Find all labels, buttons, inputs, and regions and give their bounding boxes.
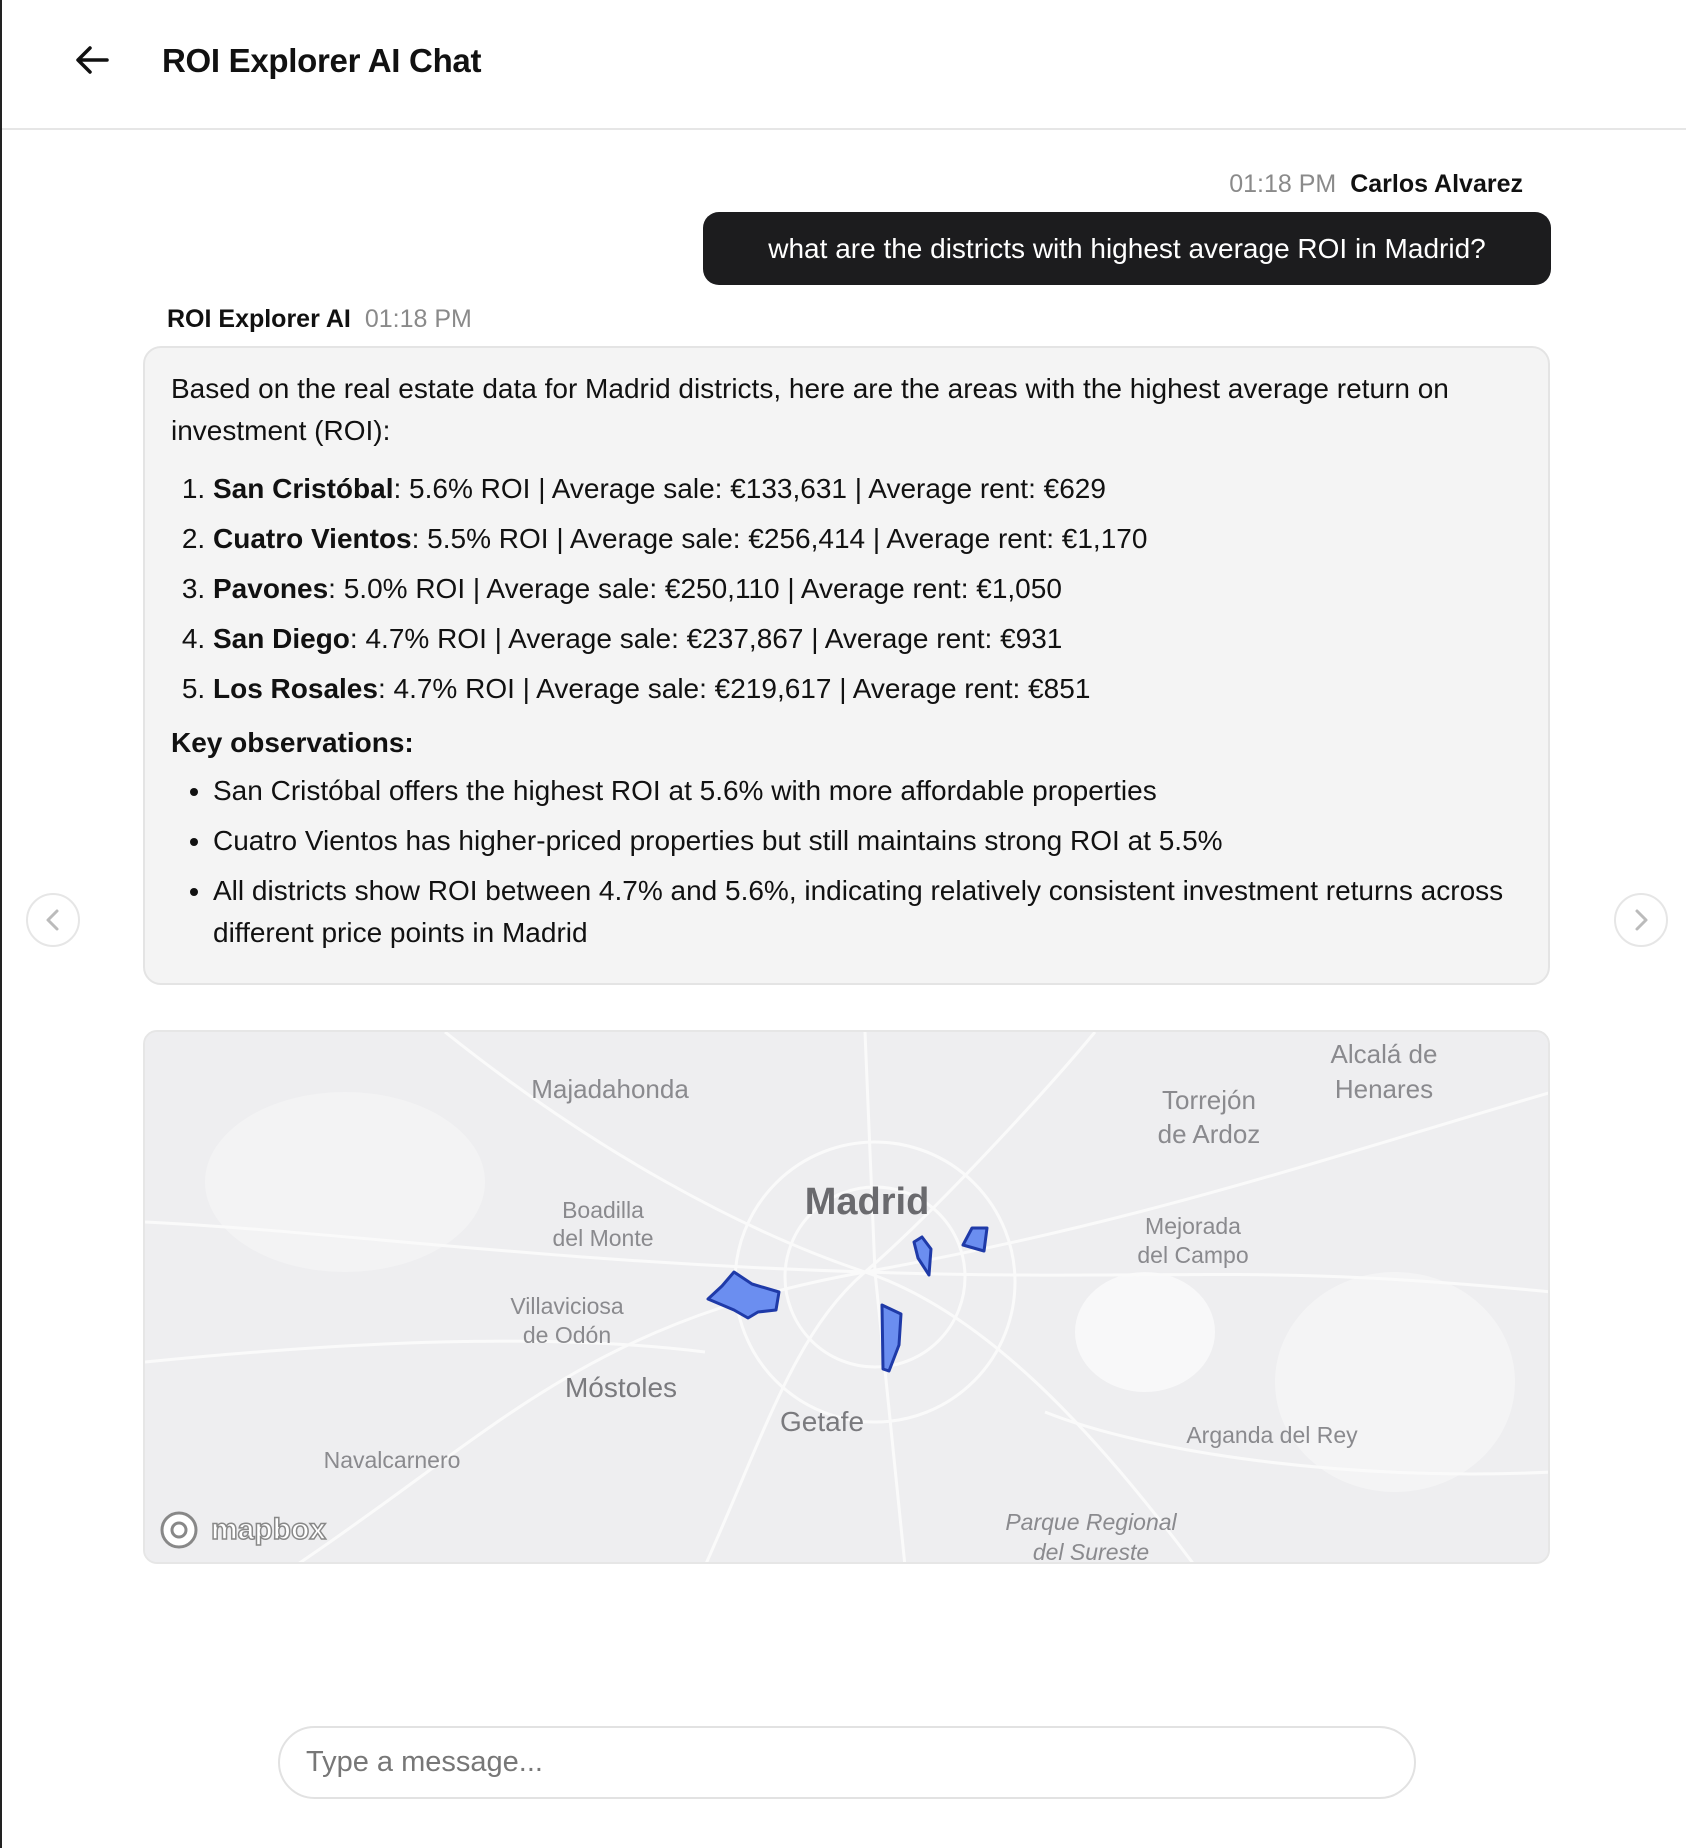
district-name: Los Rosales <box>213 673 378 704</box>
list-item: • San Cristóbal offers the highest ROI at 5.6% with more affordable properties <box>213 770 1522 812</box>
map-label: Getafe <box>779 1406 865 1437</box>
chevron-left-icon <box>43 908 63 932</box>
district-detail: : 5.5% ROI | Average sale: €256,414 | Average rent: €1,170 <box>411 523 1148 554</box>
page-title: ROI Explorer AI Chat <box>162 42 482 79</box>
map-label-madrid: Madrid <box>804 1181 930 1223</box>
message-time: 01:18 PM <box>364 305 472 333</box>
map-label: Navalcarnero <box>323 1447 461 1473</box>
district-name: Pavones <box>213 573 329 604</box>
district-map[interactable] <box>143 1030 1550 1564</box>
list-item <box>213 464 1522 514</box>
list-item <box>213 664 1522 714</box>
map-label: Villaviciosa <box>510 1293 624 1319</box>
user-message-bubble: what are the districts with highest average ROI in Madrid? <box>703 212 1551 285</box>
district-list <box>171 464 1522 714</box>
map-label: de Odón <box>522 1322 612 1348</box>
list-item: • All districts show ROI between 4.7% and 5.6%, indicating relatively consistent investment returns across different price points in Madrid <box>213 870 1522 954</box>
district-name: Cuatro Vientos <box>213 523 412 554</box>
map-label: Majadahonda <box>531 1074 689 1104</box>
map-label: del Monte <box>552 1225 654 1251</box>
message-input[interactable] <box>278 1726 1416 1799</box>
carousel-next-button[interactable] <box>1614 893 1668 947</box>
district-detail: : 5.0% ROI | Average sale: €250,110 | Average rent: €1,050 <box>328 573 1062 604</box>
district-name: San Cristóbal <box>213 473 394 504</box>
map-label: Arganda del Rey <box>1186 1422 1358 1448</box>
map-label: Parque Regional <box>1005 1509 1177 1535</box>
mapbox-mark-icon <box>159 1510 199 1550</box>
carousel-prev-button[interactable] <box>26 893 80 947</box>
map-base <box>145 1032 1550 1564</box>
header <box>2 0 1686 130</box>
user-message-meta <box>1229 170 1523 199</box>
ai-intro: Based on the real estate data for Madrid districts, here are the areas with the highest average return on investment (ROI): <box>171 373 1449 446</box>
map-label: Henares <box>1334 1074 1434 1104</box>
map-label: Boadilla <box>562 1197 644 1223</box>
map-label: de Ardoz <box>1157 1119 1261 1149</box>
chevron-right-icon <box>1631 908 1651 932</box>
district-detail: : 5.6% ROI | Average sale: €133,631 | Average rent: €629 <box>393 473 1106 504</box>
message-time: 01:18 PM <box>1229 170 1337 198</box>
map-label: Mejorada <box>1145 1213 1241 1239</box>
district-detail: : 4.7% ROI | Average sale: €219,617 | Average rent: €851 <box>377 673 1091 704</box>
map-label: Torrejón <box>1162 1085 1256 1115</box>
observations-heading: Key observations: <box>171 727 414 758</box>
ai-message-meta <box>167 305 472 334</box>
map-label: del Campo <box>1137 1242 1249 1268</box>
ai-message-card <box>143 346 1550 985</box>
map-label: Móstoles <box>564 1372 678 1403</box>
district-name: San Diego <box>213 623 350 654</box>
list-item <box>213 514 1522 564</box>
list-item <box>213 614 1522 664</box>
observations-list <box>171 770 1522 954</box>
district-detail: : 4.7% ROI | Average sale: €237,867 | Average rent: €931 <box>349 623 1063 654</box>
sender-name: ROI Explorer AI <box>167 305 351 333</box>
list-item <box>213 564 1522 614</box>
list-item: • Cuatro Vientos has higher-priced properties but still maintains strong ROI at 5.5% <box>213 820 1522 862</box>
back-button[interactable] <box>72 40 112 80</box>
mapbox-wordmark: mapbox <box>211 1513 327 1546</box>
sender-name: Carlos Alvarez <box>1350 170 1523 198</box>
arrow-left-icon <box>75 45 109 75</box>
map-label: del Sureste <box>1032 1539 1150 1564</box>
map-label: Alcalá de <box>1330 1039 1438 1069</box>
mapbox-logo[interactable] <box>159 1508 326 1552</box>
